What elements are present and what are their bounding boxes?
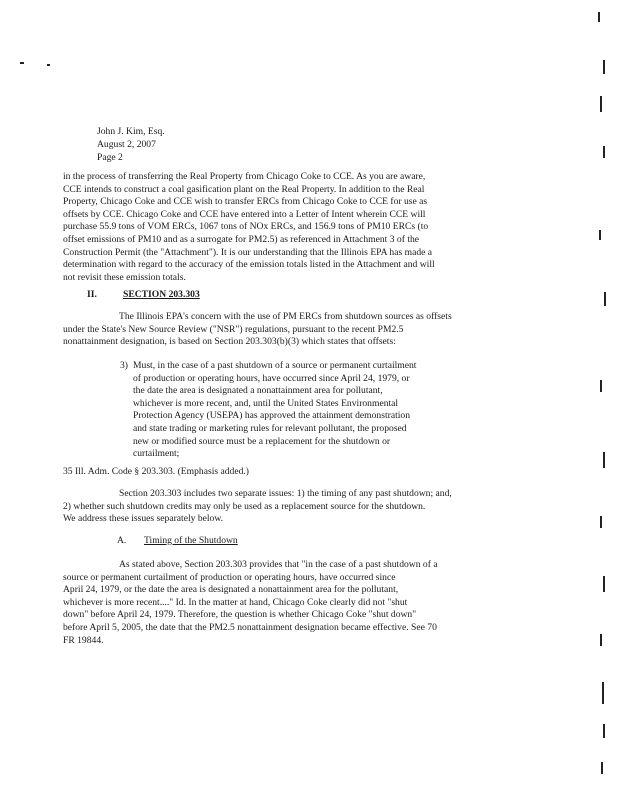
scan-speck	[604, 292, 606, 306]
paragraph-line: Construction Permit (the "Attachment"). It is our understanding that the Illinois EPA has made a	[63, 246, 433, 258]
quote-line: Protection Agency (USEPA) has approved the attainment demonstration	[133, 410, 411, 422]
paragraph-line: not revisit these emission totals.	[63, 271, 186, 283]
letter-date: August 2, 2007	[97, 139, 156, 150]
quote-line: the date the area is designated a nonattainment area for pollutant,	[133, 385, 383, 397]
paragraph-line: FR 19844.	[63, 634, 104, 646]
paragraph-4	[63, 559, 438, 647]
subsection-heading: Timing of the Shutdown	[144, 535, 238, 546]
scan-speck	[603, 576, 605, 592]
scan-speck	[20, 62, 24, 64]
scan-speck	[600, 96, 602, 112]
scan-speck	[603, 60, 605, 74]
paragraph-line: purchase 55.9 tons of VOM ERCs, 1067 tons of NOx ERCs, and 156.9 tons of PM10 ERCs (to	[63, 221, 429, 233]
quote-line: and state trading or marketing rules for relevant pollutant, the proposed	[133, 422, 407, 434]
quote-number: 3)	[120, 360, 128, 371]
quote-line: new or modified source must be a replacement for the shutdown or	[133, 435, 391, 447]
scan-speck	[603, 146, 605, 158]
section-number: II.	[87, 289, 97, 300]
paragraph-line: CCE intends to construct a coal gasification plant on the Real Property. In addition to the Real	[63, 183, 425, 195]
scan-speck	[600, 516, 602, 528]
paragraph-line: under the State's New Source Review ("NSR") regulations, pursuant to the recent PM2.5	[63, 323, 404, 335]
paragraph-line: offset emissions of PM10 and as a surrogate for PM2.5) as referenced in Attachment 3 of the	[63, 233, 420, 245]
paragraph-line: April 24, 1979, or the date the area is designated a nonattainment area for the pollutant,	[63, 584, 399, 596]
block-quote	[133, 360, 416, 461]
quote-line: of production or operating hours, have occurred since April 24, 1979, or	[133, 372, 410, 384]
paragraph-line: nonattainment designation, is based on Section 203.303(b)(3) which states that offsets:	[63, 336, 396, 348]
subsection-number: A.	[117, 535, 127, 546]
paragraph-line: We address these issues separately below.	[63, 513, 224, 525]
paragraph-line: Section 203.303 includes two separate issues: 1) the timing of any past shutdown; and,	[119, 488, 452, 499]
paragraph-line: whichever is more recent...." Id. In the matter at hand, Chicago Coke clearly did not "shut	[63, 596, 408, 608]
paragraph-line: determination with regard to the accuracy of the emission totals listed in the Attachment and will	[63, 259, 435, 271]
paragraph-line: before April 5, 2005, the date that the PM2.5 nonattainment designation became effective. See 70	[63, 621, 437, 633]
scan-speck	[47, 64, 50, 66]
page-number: Page 2	[97, 152, 123, 163]
intro-paragraph	[63, 171, 435, 284]
paragraph-line: 2) whether such shutdown credits may only be used as a replacement source for the shutdown.	[63, 500, 426, 512]
paragraph-2	[63, 311, 452, 349]
scan-speck	[602, 682, 604, 704]
paragraph-3	[63, 488, 452, 526]
scan-speck	[601, 762, 603, 774]
addressee: John J. Kim, Esq.	[97, 126, 165, 137]
scan-speck	[600, 634, 602, 646]
paragraph-line: offsets by CCE. Chicago Coke and CCE have entered into a Letter of Intent wherein CCE will	[63, 208, 426, 220]
paragraph-line: in the process of transferring the Real Property from Chicago Coke to CCE. As you are aware,	[63, 171, 426, 182]
scan-speck	[599, 230, 601, 240]
scan-speck	[603, 452, 605, 468]
paragraph-line: The Illinois EPA's concern with the use of PM ERCs from shutdown sources as offsets	[119, 311, 452, 322]
quote-line: Must, in the case of a past shutdown of a source or permanent curtailment	[133, 360, 417, 371]
citation: 35 Ill. Adm. Code § 203.303. (Emphasis added.)	[63, 466, 249, 477]
quote-line: curtailment;	[133, 448, 180, 460]
scan-speck	[603, 724, 605, 738]
scan-speck	[600, 380, 602, 392]
scan-speck	[598, 12, 600, 22]
paragraph-line: source or permanent curtailment of production or operating hours, have occurred since	[63, 571, 396, 583]
section-heading: SECTION 203.303	[123, 289, 200, 300]
quote-line: whichever is more recent, and, until the United States Environmental	[133, 397, 399, 409]
paragraph-line: Property, Chicago Coke and CCE wish to transfer ERCs from Chicago Coke to CCE for use as	[63, 196, 428, 208]
paragraph-line: As stated above, Section 203.303 provides that "in the case of a past shutdown of a	[119, 559, 438, 570]
paragraph-line: down" before April 24, 1979. Therefore, the question is whether Chicago Coke "shut down"	[63, 609, 417, 621]
